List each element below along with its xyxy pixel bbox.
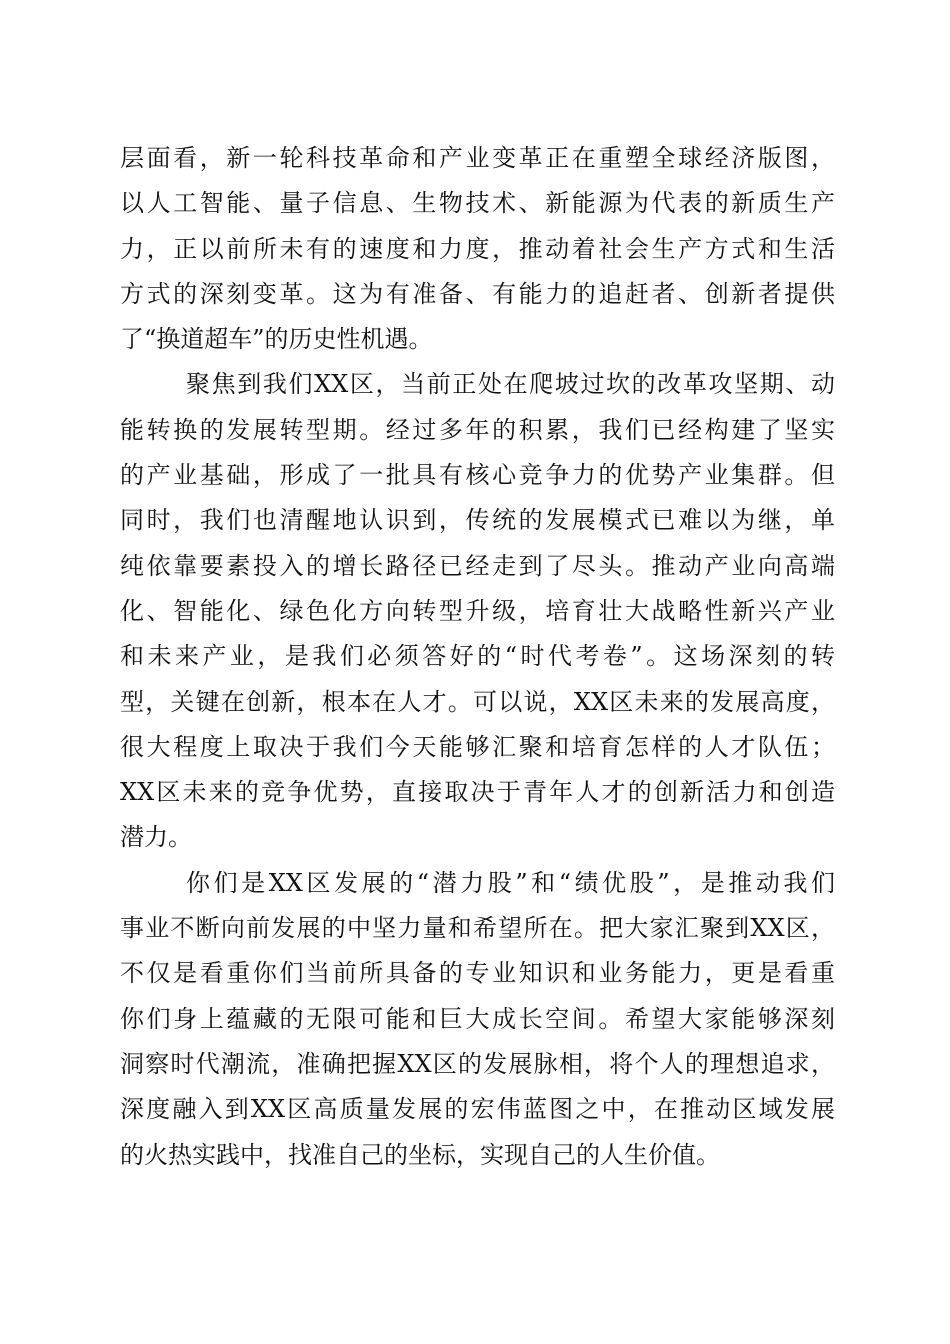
text-line: 以人工智能、量子信息、生物技术、新能源为代表的新质生产 <box>120 189 835 218</box>
text-line: 你们身上蕴藏的无限可能和巨大成长空间。希望大家能够深刻 <box>120 1004 835 1033</box>
text-line: 方式的深刻变革。这为有准备、有能力的追赶者、创新者提供 <box>120 279 835 308</box>
text-line: 事业不断向前发展的中坚力量和希望所在。把大家汇聚到XX区， <box>120 914 835 943</box>
text-line: 型，关键在创新，根本在人才。可以说，XX区未来的发展高度， <box>120 687 835 716</box>
text-line: 聚焦到我们XX区，当前正处在爬坡过坎的改革攻坚期、动 <box>186 370 835 399</box>
text-line: 了“换道超车”的历史性机遇。 <box>120 325 433 354</box>
text-line: 化、智能化、绿色化方向转型升级，培育壮大战略性新兴产业 <box>120 596 835 625</box>
text-line: 和未来产业，是我们必须答好的“时代考卷”。这场深刻的转 <box>120 642 835 671</box>
text-line: 同时，我们也清醒地认识到，传统的发展模式已难以为继，单 <box>120 506 835 535</box>
paragraph <box>120 362 835 860</box>
text-line: 层面看，新一轮科技革命和产业变革正在重塑全球经济版图， <box>120 144 835 172</box>
paragraph <box>120 861 835 1178</box>
text-line: 能转换的发展转型期。经过多年的积累，我们已经构建了坚实 <box>120 415 835 444</box>
text-line: 潜力。 <box>120 823 192 852</box>
text-line: 的产业基础，形成了一批具有核心竞争力的优势产业集群。但 <box>120 461 835 490</box>
text-line: 很大程度上取决于我们今天能够汇聚和培育怎样的人才队伍； <box>120 732 835 761</box>
text-line: 的火热实践中，找准自己的坐标，实现自己的人生价值。 <box>120 1140 720 1169</box>
text-line: 不仅是看重你们当前所具备的专业知识和业务能力，更是看重 <box>120 959 835 988</box>
text-line: 深度融入到XX区高质量发展的宏伟蓝图之中，在推动区域发展 <box>120 1095 835 1124</box>
document-page <box>120 136 835 1178</box>
text-line: 力，正以前所未有的速度和力度，推动着社会生产方式和生活 <box>120 234 835 263</box>
text-line: 洞察时代潮流，准确把握XX区的发展脉相，将个人的理想追求， <box>120 1049 835 1078</box>
paragraph <box>120 136 835 362</box>
text-line: 纯依靠要素投入的增长路径已经走到了尽头。推动产业向高端 <box>120 551 835 580</box>
text-line: 你们是XX区发展的“潜力股”和“绩优股”，是推动我们 <box>186 868 835 897</box>
text-line: XX区未来的竞争优势，直接取决于青年人才的创新活力和创造 <box>120 778 835 807</box>
